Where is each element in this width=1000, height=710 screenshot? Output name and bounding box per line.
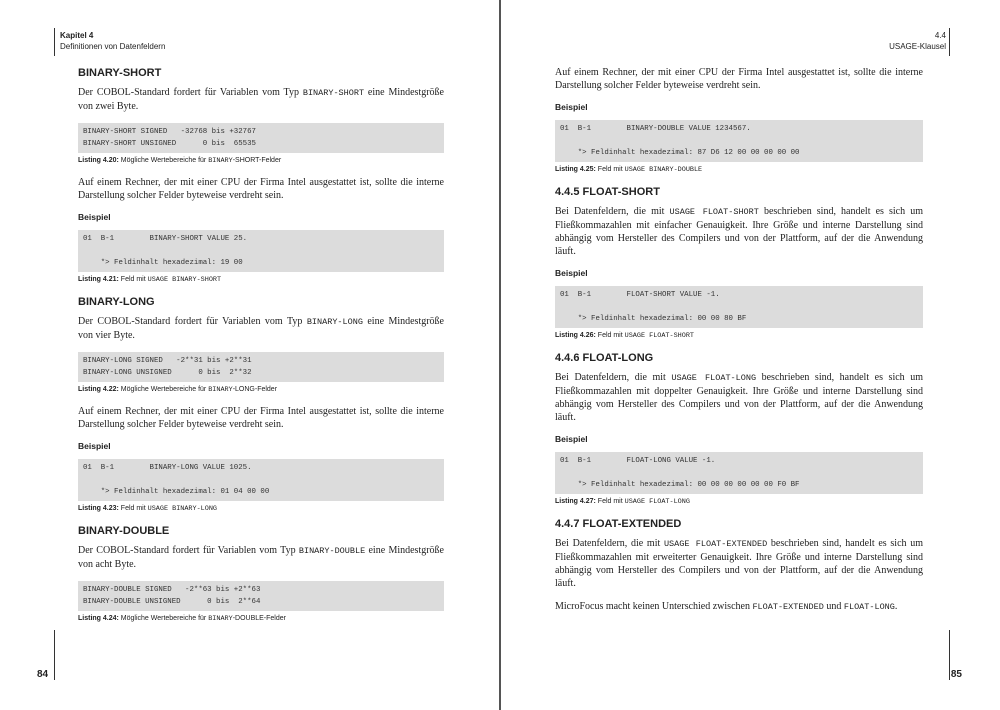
code-inline: USAGE FLOAT-EXTENDED [663, 539, 768, 549]
caption-number: Listing 4.24: [78, 615, 119, 622]
text: -SHORT-Felder [232, 157, 282, 164]
heading-binary-short: BINARY-SHORT [78, 67, 162, 79]
code-listing-4-23: 01 B-1 BINARY-LONG VALUE 1025. *> Feldinhalt hexadezimal: 01 04 00 00 [78, 459, 444, 501]
listing-caption [555, 165, 923, 175]
text: MicroFocus macht keinen Unterschied zwischen [555, 601, 753, 612]
example-label: Beispiel [555, 434, 588, 444]
code-listing-4-25: 01 B-1 BINARY-DOUBLE VALUE 1234567. *> Feldinhalt hexadezimal: 87 D6 12 00 00 00 00 00 [555, 120, 923, 162]
text: Mögliche Wertebereiche für [118, 615, 209, 622]
header-title: Definitionen von Datenfeldern [60, 42, 166, 51]
caption-number: Listing 4.25: [555, 166, 596, 173]
listing-caption [78, 504, 444, 514]
header-rule [949, 28, 950, 56]
page-number: 84 [37, 669, 49, 680]
code-inline: BINARY-DOUBLE [298, 546, 366, 556]
code-inline: USAGE FLOAT-LONG [624, 498, 690, 506]
code-inline: BINARY [208, 157, 233, 165]
right-content [555, 66, 923, 624]
code-inline: FLOAT-EXTENDED [752, 602, 824, 612]
caption-number: Listing 4.27: [555, 498, 596, 505]
page-number: 85 [950, 669, 962, 680]
text: Feld mit [595, 332, 625, 339]
text: beschrieben sind, handelt es sich um Fließkommazahlen mit doppelter Genauigkeit. Ihre Größe und interne Darstellung sind abhängig vom Hersteller des Compilers und von der Plattform, auf der die Anwendung läuft. [555, 372, 923, 423]
header-section: 4.4 [934, 31, 946, 40]
code-listing-4-22: BINARY-LONG SIGNED -2**31 bis +2**31 BINARY-LONG UNSIGNED 0 bis 2**32 [78, 352, 444, 382]
left-content [78, 66, 444, 634]
text: Bei Datenfeldern, die mit [555, 538, 664, 549]
paragraph [78, 315, 444, 342]
header-rule [54, 28, 55, 56]
heading-4-4-6: 4.4.6 FLOAT-LONG [555, 352, 654, 364]
text: Feld mit [595, 498, 625, 505]
text: -DOUBLE-Felder [232, 615, 286, 622]
text: Feld mit [595, 166, 625, 173]
caption-number: Listing 4.21: [78, 276, 119, 283]
code-inline: USAGE FLOAT-SHORT [669, 207, 759, 217]
example-label: Beispiel [555, 102, 588, 112]
caption-number: Listing 4.23: [78, 505, 119, 512]
listing-caption [78, 275, 444, 285]
listing-caption [78, 614, 444, 624]
footer-rule [54, 630, 55, 680]
example-label: Beispiel [78, 212, 111, 222]
paragraph [555, 600, 923, 614]
text: beschrieben sind, handelt es sich um Fließkommazahlen mit einfacher Genauigkeit. Ihre Größe und interne Darstellung sind abhängig vom Hersteller des Compilers und von der Plattform, auf der die Anwendung läuft. [555, 206, 923, 257]
code-listing-4-26: 01 B-1 FLOAT-SHORT VALUE -1. *> Feldinhalt hexadezimal: 00 00 80 BF [555, 286, 923, 328]
text: und [823, 601, 844, 612]
text: Bei Datenfeldern, die mit [555, 372, 672, 383]
running-header [60, 30, 165, 52]
paragraph [78, 544, 444, 571]
text: eine Mindestgröße von vier Byte. [78, 316, 444, 341]
text: Bei Datenfeldern, die mit [555, 206, 670, 217]
left-page [0, 0, 499, 710]
heading-binary-long: BINARY-LONG [78, 296, 155, 308]
text: -LONG-Felder [232, 386, 278, 393]
text: Mögliche Wertebereiche für [118, 157, 209, 164]
header-chapter: Kapitel 4 [60, 31, 94, 40]
text: . [894, 601, 898, 612]
code-listing-4-24: BINARY-DOUBLE SIGNED -2**63 bis +2**63 BINARY-DOUBLE UNSIGNED 0 bis 2**64 [78, 581, 444, 611]
caption-number: Listing 4.26: [555, 332, 596, 339]
text: eine Mindestgröße von zwei Byte. [78, 87, 444, 112]
text: beschrieben sind, handelt es sich um Fließkommazahlen mit erweiterter Genauigkeit. Ihre Größe und interne Darstellung sind abhängig vom Hersteller des Compilers und von der Plattform, auf der die Anwendung läuft. [555, 538, 923, 589]
example-label: Beispiel [78, 441, 111, 451]
heading-4-4-5: 4.4.5 FLOAT-SHORT [555, 186, 660, 198]
caption-number: Listing 4.22: [78, 386, 119, 393]
footer-rule [949, 630, 950, 680]
text: Feld mit [118, 505, 148, 512]
right-page [501, 0, 1000, 710]
header-title: USAGE-Klausel [889, 42, 946, 51]
listing-caption [555, 331, 923, 341]
heading-binary-double: BINARY-DOUBLE [78, 525, 170, 537]
paragraph: Auf einem Rechner, der mit einer CPU der Firma Intel ausgestattet ist, sollte die interne Darstellung solcher Felder byteweise verdreht sein. [555, 67, 923, 91]
code-inline: BINARY-LONG [306, 317, 363, 327]
code-inline: USAGE FLOAT-SHORT [624, 332, 694, 340]
code-inline: USAGE BINARY-LONG [147, 505, 217, 513]
paragraph [78, 86, 444, 113]
text: Feld mit [118, 276, 148, 283]
code-listing-4-20: BINARY-SHORT SIGNED -32768 bis +32767 BINARY-SHORT UNSIGNED 0 bis 65535 [78, 123, 444, 153]
code-inline: BINARY [208, 615, 233, 623]
paragraph [555, 371, 923, 424]
text: Der COBOL-Standard fordert für Variablen vom Typ [78, 545, 299, 556]
listing-caption [78, 156, 444, 166]
caption-number: Listing 4.20: [78, 157, 119, 164]
listing-caption [78, 385, 444, 395]
paragraph: Auf einem Rechner, der mit einer CPU der Firma Intel ausgestattet ist, sollte die interne Darstellung solcher Felder byteweise verdreht sein. [78, 177, 444, 201]
code-inline: BINARY [208, 386, 233, 394]
listing-caption [555, 497, 923, 507]
example-label: Beispiel [555, 268, 588, 278]
paragraph [555, 537, 923, 590]
code-listing-4-21: 01 B-1 BINARY-SHORT VALUE 25. *> Feldinhalt hexadezimal: 19 00 [78, 230, 444, 272]
code-inline: USAGE BINARY-DOUBLE [624, 166, 703, 174]
code-inline: FLOAT-LONG [843, 602, 895, 612]
code-inline: USAGE BINARY-SHORT [147, 276, 222, 284]
code-inline: BINARY-SHORT [302, 88, 365, 98]
paragraph: Auf einem Rechner, der mit einer CPU der Firma Intel ausgestattet ist, sollte die interne Darstellung solcher Felder byteweise verdreht sein. [78, 406, 444, 430]
running-header [889, 30, 946, 52]
code-inline: USAGE FLOAT-LONG [671, 373, 757, 383]
text: eine Mindestgröße von acht Byte. [78, 545, 444, 570]
code-listing-4-27: 01 B-1 FLOAT-LONG VALUE -1. *> Feldinhalt hexadezimal: 00 00 00 00 00 00 F0 BF [555, 452, 923, 494]
text: Der COBOL-Standard fordert für Variablen vom Typ [78, 316, 307, 327]
heading-4-4-7: 4.4.7 FLOAT-EXTENDED [555, 518, 682, 530]
text: Mögliche Wertebereiche für [118, 386, 209, 393]
text: Der COBOL-Standard fordert für Variablen vom Typ [78, 87, 303, 98]
paragraph [555, 205, 923, 258]
